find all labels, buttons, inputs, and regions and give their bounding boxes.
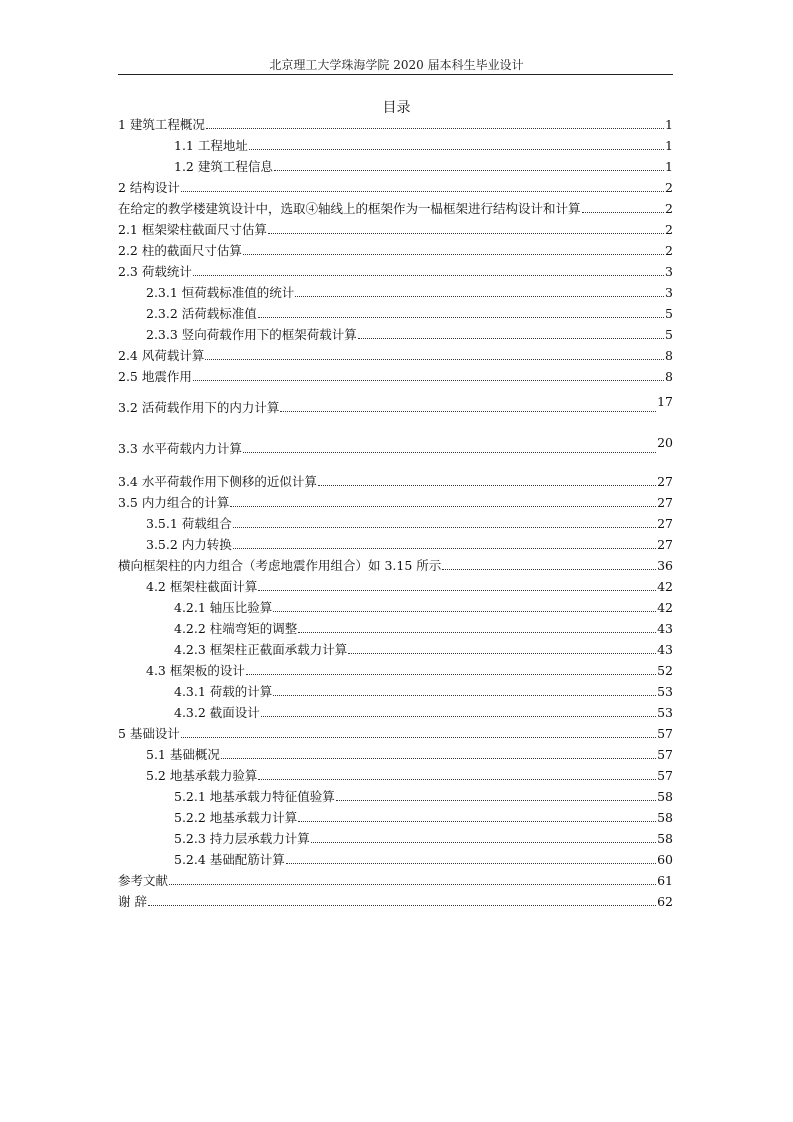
toc-entry[interactable] xyxy=(118,222,673,237)
toc-entry-label: 横向框架柱的内力组合（考虑地震作用组合）如 3.15 所示 xyxy=(118,558,442,573)
toc-entry-page-number: 5 xyxy=(665,306,673,321)
toc-entry[interactable] xyxy=(118,435,673,456)
toc-entry[interactable] xyxy=(118,600,673,615)
toc-entry-label: 3.5.1 荷载组合 xyxy=(146,516,232,531)
toc-entry-label: 2.3.2 活荷载标准值 xyxy=(146,306,257,321)
toc-entry-label: 3.2 活荷载作用下的内力计算 xyxy=(118,400,280,415)
dot-leader xyxy=(295,296,664,297)
toc-entry[interactable] xyxy=(118,537,673,552)
toc-entry-label: 2.3 荷载统计 xyxy=(118,264,192,279)
dot-leader xyxy=(221,758,656,759)
dot-leader xyxy=(193,380,664,381)
dot-leader xyxy=(336,800,656,801)
toc-entry-page-number: 57 xyxy=(657,747,673,762)
toc-entry[interactable] xyxy=(118,394,673,415)
toc-entry-label: 4.3.2 截面设计 xyxy=(174,705,260,720)
dot-leader xyxy=(318,485,656,486)
toc-entry[interactable] xyxy=(118,201,673,216)
toc-entry-label: 5.2.3 持力层承载力计算 xyxy=(174,831,310,846)
toc-entry-page-number: 1 xyxy=(665,159,673,174)
dot-leader xyxy=(148,905,656,906)
dot-leader xyxy=(286,863,656,864)
dot-leader xyxy=(280,411,656,412)
toc-entry-page-number: 2 xyxy=(665,243,673,258)
header-rule xyxy=(118,74,673,75)
toc-entry-label: 谢 辞 xyxy=(118,894,147,909)
dot-leader xyxy=(258,779,656,780)
toc-entry-label: 2.4 风荷载计算 xyxy=(118,348,205,363)
dot-leader xyxy=(205,359,664,360)
toc-entry[interactable] xyxy=(118,621,673,636)
dot-leader xyxy=(273,611,656,612)
toc-entry-page-number: 43 xyxy=(657,621,673,636)
toc-entry[interactable] xyxy=(118,285,673,300)
toc-entry[interactable] xyxy=(118,474,673,489)
toc-entry[interactable] xyxy=(118,831,673,846)
toc-entry-label: 2.1 框架梁柱截面尺寸估算 xyxy=(118,222,267,237)
toc-entry[interactable] xyxy=(118,747,673,762)
toc-entry[interactable] xyxy=(118,117,673,132)
dot-leader xyxy=(274,170,664,171)
toc-entry-label: 2.3.3 竖向荷载作用下的框架荷载计算 xyxy=(146,327,357,342)
toc-entry-page-number: 58 xyxy=(657,789,673,804)
toc-entry-label: 5.2.1 地基承载力特征值验算 xyxy=(174,789,335,804)
toc-entry-page-number: 2 xyxy=(665,201,673,216)
toc-entry-page-number: 20 xyxy=(657,435,673,450)
toc-entry[interactable] xyxy=(118,558,673,573)
toc-entry-page-number: 62 xyxy=(657,894,673,909)
dot-leader xyxy=(230,506,656,507)
toc-entry-label: 5.1 基础概况 xyxy=(146,747,220,762)
toc-entry-label: 3.4 水平荷载作用下侧移的近似计算 xyxy=(118,474,317,489)
toc-entry-page-number: 27 xyxy=(657,495,673,510)
toc-entry[interactable] xyxy=(118,873,673,888)
toc-entry-page-number: 27 xyxy=(657,516,673,531)
toc-entry-label: 5.2 地基承载力验算 xyxy=(146,768,258,783)
toc-entry[interactable] xyxy=(118,726,673,741)
toc-entry[interactable] xyxy=(118,369,673,384)
dot-leader xyxy=(298,821,656,822)
toc-entry-label: 参考文献 xyxy=(118,873,169,888)
toc-entry-page-number: 43 xyxy=(657,642,673,657)
toc-entry-label: 2.3.1 恒荷载标准值的统计 xyxy=(146,285,295,300)
toc-entry-page-number: 42 xyxy=(657,579,673,594)
toc-entry-page-number: 8 xyxy=(665,369,673,384)
toc-entry[interactable] xyxy=(118,642,673,657)
toc-entry-page-number: 58 xyxy=(657,810,673,825)
toc-entry-page-number: 52 xyxy=(657,663,673,678)
toc-entry-page-number: 57 xyxy=(657,768,673,783)
toc-entry-page-number: 57 xyxy=(657,726,673,741)
toc-entry-label: 4.2.1 轴压比验算 xyxy=(174,600,273,615)
toc-entry-page-number: 53 xyxy=(657,705,673,720)
toc-entry-page-number: 3 xyxy=(665,264,673,279)
dot-leader xyxy=(261,716,656,717)
toc-entry[interactable] xyxy=(118,894,673,909)
dot-leader xyxy=(206,128,664,129)
toc-entry[interactable] xyxy=(118,180,673,195)
toc-entry-label: 4.3 框架板的设计 xyxy=(146,663,245,678)
toc-entry-page-number: 27 xyxy=(657,474,673,489)
dot-leader xyxy=(249,149,664,150)
toc-entry-page-number: 1 xyxy=(665,117,673,132)
toc-entry-label: 3.3 水平荷载内力计算 xyxy=(118,441,242,456)
toc-entry-label: 1.1 工程地址 xyxy=(174,138,248,153)
toc-entry[interactable] xyxy=(118,810,673,825)
dot-leader xyxy=(181,191,664,192)
dot-leader xyxy=(258,590,656,591)
toc-entry[interactable] xyxy=(118,138,673,153)
dot-leader xyxy=(233,527,656,528)
dot-leader xyxy=(298,632,656,633)
page-header: 北京理工大学珠海学院 2020 届本科生毕业设计 xyxy=(269,58,524,72)
toc-entry[interactable] xyxy=(118,705,673,720)
toc-entry-page-number: 17 xyxy=(657,394,673,409)
toc-entry[interactable] xyxy=(118,243,673,258)
toc-entry-page-number: 60 xyxy=(657,852,673,867)
toc-entry-label: 1.2 建筑工程信息 xyxy=(174,159,273,174)
toc-entry-label: 1 建筑工程概况 xyxy=(118,117,205,132)
toc-entry-label: 3.5 内力组合的计算 xyxy=(118,495,230,510)
toc-entry-page-number: 2 xyxy=(665,222,673,237)
dot-leader xyxy=(193,275,664,276)
toc-entry-label: 4.2.3 框架柱正截面承载力计算 xyxy=(174,642,348,657)
toc-entry-page-number: 2 xyxy=(665,180,673,195)
toc-entry-label: 4.2.2 柱端弯矩的调整 xyxy=(174,621,298,636)
dot-leader xyxy=(246,674,656,675)
toc-entry-label: 4.3.1 荷载的计算 xyxy=(174,684,273,699)
toc-entry-page-number: 1 xyxy=(665,138,673,153)
toc-entry-label: 2 结构设计 xyxy=(118,180,180,195)
toc-entry-label: 4.2 框架柱截面计算 xyxy=(146,579,258,594)
toc-entry-label: 5 基础设计 xyxy=(118,726,180,741)
dot-leader xyxy=(233,548,656,549)
toc-entry-label: 5.2.2 地基承载力计算 xyxy=(174,810,298,825)
toc-title: 目录 xyxy=(382,100,411,116)
toc-entry[interactable] xyxy=(118,264,673,279)
dot-leader xyxy=(258,317,664,318)
toc-entry[interactable] xyxy=(118,306,673,321)
toc-entry[interactable] xyxy=(118,327,673,342)
dot-leader xyxy=(268,233,664,234)
toc-entry[interactable] xyxy=(118,348,673,363)
toc-entry[interactable] xyxy=(118,516,673,531)
dot-leader xyxy=(273,695,656,696)
toc-entry-page-number: 3 xyxy=(665,285,673,300)
toc-entry-label: 5.2.4 基础配筋计算 xyxy=(174,852,285,867)
toc-entry[interactable] xyxy=(118,663,673,678)
toc-entry[interactable] xyxy=(118,159,673,174)
toc-entry-page-number: 27 xyxy=(657,537,673,552)
toc-entry[interactable] xyxy=(118,495,673,510)
toc-entry-page-number: 36 xyxy=(657,558,673,573)
toc-entry-page-number: 5 xyxy=(665,327,673,342)
dot-leader xyxy=(243,254,664,255)
toc-entry-page-number: 53 xyxy=(657,684,673,699)
toc-entry[interactable] xyxy=(118,579,673,594)
toc-entry-label: 在给定的教学楼建筑设计中，选取④轴线上的框架作为一榀框架进行结构设计和计算 xyxy=(118,201,581,216)
toc-entry[interactable] xyxy=(118,789,673,804)
toc-entry[interactable] xyxy=(118,852,673,867)
dot-leader xyxy=(181,737,656,738)
dot-leader xyxy=(442,569,656,570)
dot-leader xyxy=(243,452,656,453)
toc-entry-label: 2.2 柱的截面尺寸估算 xyxy=(118,243,242,258)
dot-leader xyxy=(358,338,664,339)
dot-leader xyxy=(311,842,656,843)
toc-entry-page-number: 61 xyxy=(657,873,673,888)
dot-leader xyxy=(582,212,665,213)
toc-entry-page-number: 58 xyxy=(657,831,673,846)
toc-entry-label: 2.5 地震作用 xyxy=(118,369,192,384)
dot-leader xyxy=(169,884,656,885)
toc-entry[interactable] xyxy=(118,684,673,699)
toc-entry-label: 3.5.2 内力转换 xyxy=(146,537,232,552)
dot-leader xyxy=(348,653,656,654)
toc-entry[interactable] xyxy=(118,768,673,783)
toc-entry-page-number: 8 xyxy=(665,348,673,363)
toc-entry-page-number: 42 xyxy=(657,600,673,615)
